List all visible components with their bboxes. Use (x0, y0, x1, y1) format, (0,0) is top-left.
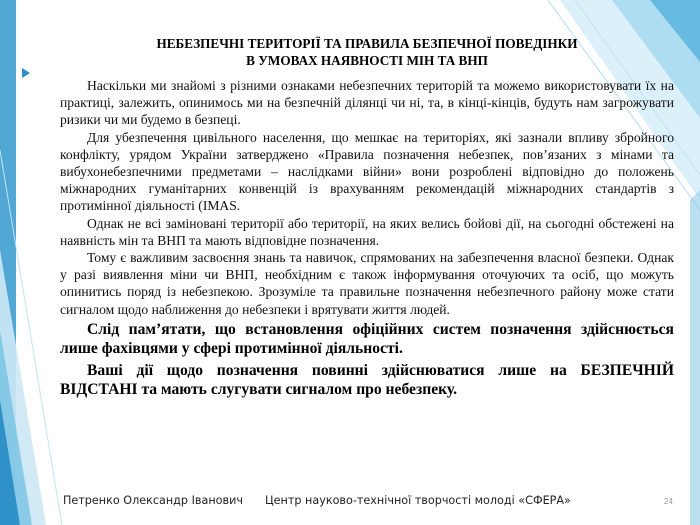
slide-arrow-icon (22, 68, 30, 78)
bold-paragraph-2: Ваші дії щодо позначення повинні здійснюватися лише на БЕЗПЕЧНІЙ ВІДСТАНІ та мають слугувати сигналом про небезпеку. (60, 361, 674, 399)
bold-paragraph-1: Слід пам’ятати, що встановлення офіційних систем позначення здійснюється лише фахівцями у сфері протимінної діяльності. (60, 320, 674, 358)
slide-title-line-1: НЕБЕЗПЕЧНІ ТЕРИТОРІЇ ТА ПРАВИЛА БЕЗПЕЧНОЇ ПОВЕДІНКИ (156, 36, 578, 51)
decor-right-edge-stripe (690, 190, 700, 525)
page-number: 24 (664, 497, 673, 506)
paragraph-2: Для убезпечення цивільного населення, що мешкає на територіях, які зазнали впливу збройного конфлікту, урядом України затверджено «Правила позначення небезпек, пов’язаних з мінами та вибухонебезпечними предметами – наслідками війни» вони розроблені відповідно до положень міжнародних гуманітарних конвенцій із врахуванням рекомендацій міжнародних стандартів з протимінної діяльності (IMAS. (60, 129, 674, 214)
paragraph-3: Однак не всі заміновані території або території, на яких велись бойові дії, на сьогодні обстежені на наявність мін та ВНП та мають відповідне позначення. (60, 215, 674, 248)
paragraph-1: Наскільки ми знайомі з різними ознаками небезпечних територій та можемо використовувати їх на практиці, залежить, опинимось ми на безпечній ділянці чи ні, та, в кінці-кінців, будуть нам загрожувати ризики чи ми будемо в безпеці. (60, 78, 674, 128)
slide-content (60, 36, 674, 399)
slide-footer (63, 494, 571, 507)
slide-title-line-2: В УМОВАХ НАЯВНОСТІ МІН ТА ВНП (246, 52, 488, 68)
slide-title (60, 36, 674, 69)
paragraph-4: Тому є важливим засвоєння знань та навичок, спрямованих на забезпечення власної безпеки. Однак у разі виявлення міни чи ВНП, необхідним є також інформування оточуючих та осіб, що можуть опинитись поряд із небезпекою. Зрозуміле та правильне позначення небезпечного району може стати сигналом щодо наближення до небезпеки і врятувати життя людей. (60, 250, 674, 317)
footer-organization: Центр науково-технічної творчості молоді «СФЕРА» (264, 494, 571, 507)
footer-author: Петренко Олександр Іванович (63, 494, 243, 507)
